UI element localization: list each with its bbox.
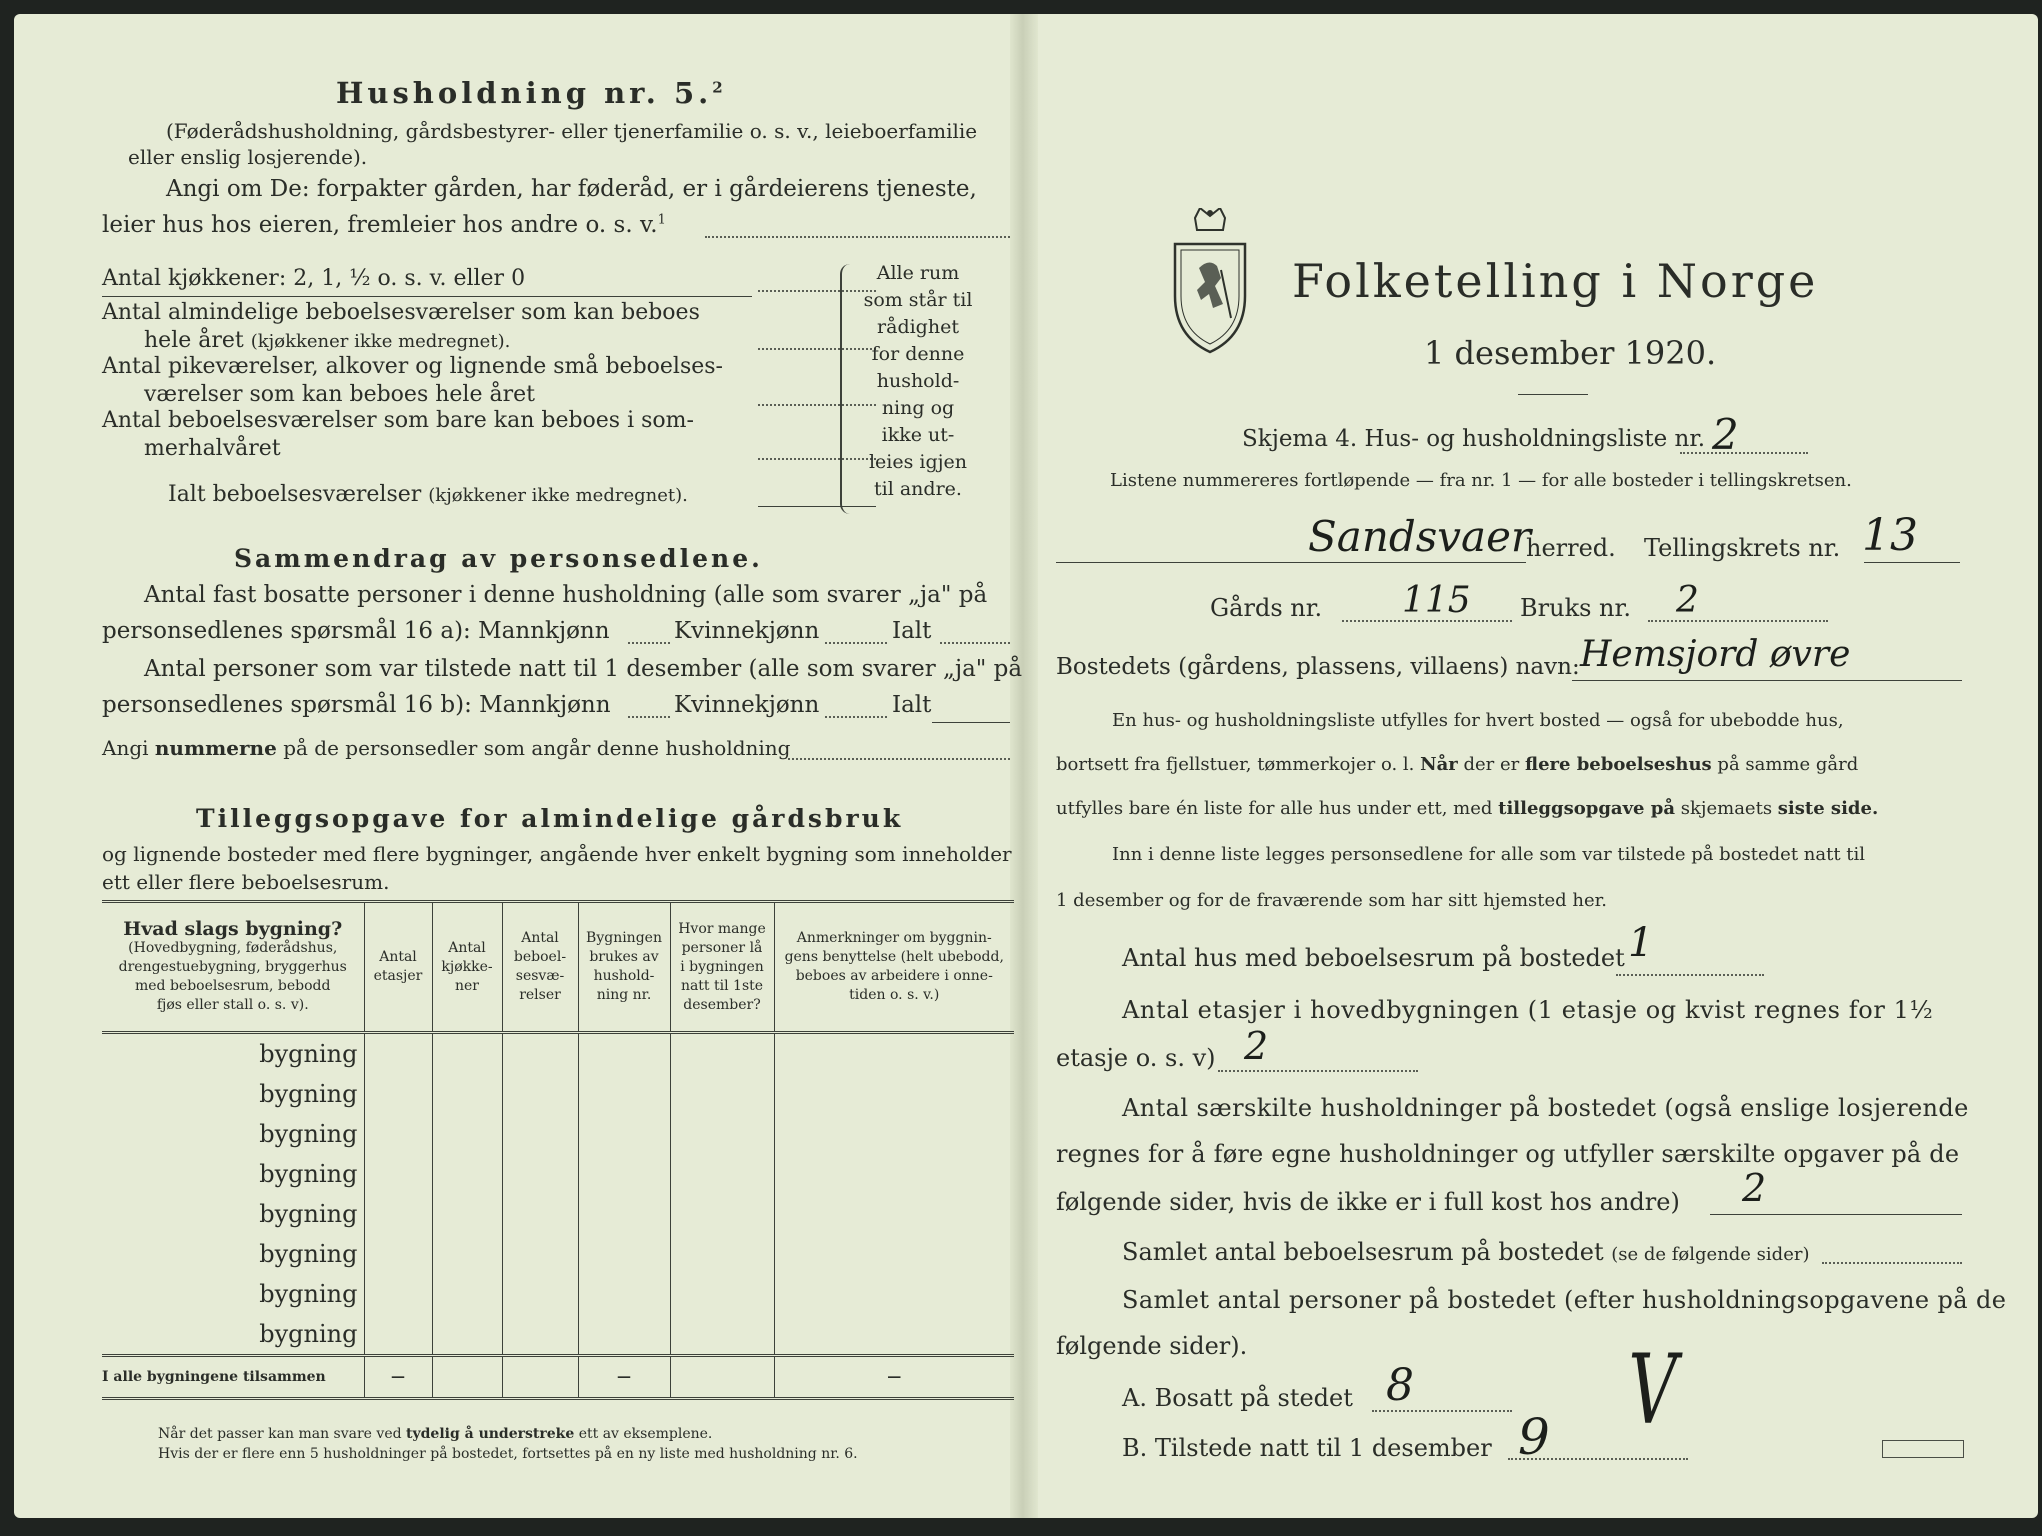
building-table xyxy=(102,900,1014,1400)
q-hush-label-3: følgende sider, hvis de ikke er i full kost hos andre) xyxy=(1056,1188,1680,1216)
col-kitchens: Antal kjøkke- ner xyxy=(432,902,502,1033)
printer-stamp xyxy=(1882,1440,1964,1458)
gards-label: Gårds nr. xyxy=(1210,594,1323,622)
household-title: Husholdning nr. 5.$^2$ xyxy=(336,76,727,110)
rooms-summer: Antal beboelsesværelser som bare kan beboes i som- xyxy=(102,408,694,433)
bosted-label: Bostedets (gårdens, plassens, villaens) navn: xyxy=(1056,654,1580,680)
b-line xyxy=(1508,1458,1688,1460)
bosted-line xyxy=(1572,680,1962,681)
check-mark: V xyxy=(1628,1334,1677,1446)
person-numbers-answer[interactable] xyxy=(788,758,1010,760)
census-date: 1 desember 1920. xyxy=(1424,334,1717,372)
supplement-text-2: ett eller flere beboelsesrum. xyxy=(102,870,390,894)
total-rooms-answer[interactable] xyxy=(758,506,876,507)
col-remarks: Anmerkninger om byggnin- gens benyttelse (helt ubebodd, beboes av arbeidere i onne- tiden o. s. v.) xyxy=(774,902,1014,1033)
q-hush-label-1: Antal særskilte husholdninger på bostedet (også enslige losjerende xyxy=(1122,1094,1969,1122)
present-female-answer[interactable] xyxy=(825,716,887,718)
question-line-2: leier hus hos eieren, fremleier hos andre o. s. v.$^1$ xyxy=(102,212,666,238)
rooms-total: Ialt beboelsesværelser (kjøkkener ikke medregnet). xyxy=(168,482,688,507)
brace-note: Alle rum som står til rådighet for denne hushold- ning og ikke ut- leies igjen til andre. xyxy=(863,262,973,500)
q-etasjer-label-2: etasje o. s. v) xyxy=(1056,1044,1216,1072)
question-line-1: Angi om De: forpakter gården, har føderåd, er i gårdeierens tjeneste, xyxy=(166,176,977,202)
a-line xyxy=(1372,1410,1512,1412)
table-row[interactable]: bygning xyxy=(102,1114,1014,1154)
fast-total-answer[interactable] xyxy=(940,642,1010,644)
bruks-label: Bruks nr. xyxy=(1520,594,1631,622)
instructions-line-4: Inn i denne liste legges personsedlene for alle som var tilstede på bostedet natt til xyxy=(1112,844,1866,865)
supplement-text-1: og lignende bosteder med flere bygninger, angående hver enkelt bygning som inneholder xyxy=(102,842,1012,866)
col-floors: Antal etasjer xyxy=(364,902,432,1033)
instructions-line-3: utfylles bare én liste for alle hus under ett, med tilleggsopgave på skjemaets siste side. xyxy=(1056,798,1879,819)
q-rum-label: Samlet antal beboelsesrum på bostedet (se de følgende sider) xyxy=(1122,1238,1810,1266)
building-rows xyxy=(102,1033,1014,1356)
table-row[interactable]: bygning xyxy=(102,1274,1014,1314)
q-hus-line xyxy=(1616,974,1764,976)
total-household-dash: — xyxy=(578,1356,670,1399)
q-etasjer-label-1: Antal etasjer i hovedbygningen (1 etasje og kvist regnes for 1½ xyxy=(1122,996,1934,1024)
b-value[interactable]: 9 xyxy=(1518,1408,1550,1466)
title-rule xyxy=(1518,394,1588,395)
herred-label: herred. xyxy=(1526,534,1616,562)
present-male-answer[interactable] xyxy=(628,716,670,718)
rooms-divider xyxy=(102,296,752,297)
right-page xyxy=(1048,14,2007,1518)
instructions-line-5: 1 desember og for de fraværende som har sitt hjemsted her. xyxy=(1056,890,1607,911)
table-total-row xyxy=(102,1356,1014,1399)
table-row[interactable]: bygning xyxy=(102,1074,1014,1114)
summary-line-2: personsedlenes spørsmål 16 a): Mannkjønn xyxy=(102,618,610,644)
gards-value[interactable]: 115 xyxy=(1402,580,1471,621)
instructions-line-1: En hus- og husholdningsliste utfylles for hvert bosted — også for ubebodde hus, xyxy=(1112,710,1844,731)
q-pers-label-2: følgende sider). xyxy=(1056,1332,1248,1360)
footnote-2: Hvis der er flere enn 5 husholdninger på bostedet, fortsettes på en ny liste med husholdning nr. 6. xyxy=(158,1446,858,1462)
rooms-summer-cont: merhalvåret xyxy=(144,436,281,461)
krets-line xyxy=(1864,562,1960,563)
bruks-value[interactable]: 2 xyxy=(1676,580,1699,621)
summary-line-4: personsedlenes spørsmål 16 b): Mannkjønn xyxy=(102,692,611,718)
summary-title: Sammendrag av personsedlene. xyxy=(234,544,763,573)
rooms-kitchens: Antal kjøkkener: 2, 1, ½ o. s. v. eller 0 xyxy=(102,266,526,291)
fast-female-label: Kvinnekjønn xyxy=(674,618,820,644)
col-building-type: Hvad slags bygning? (Hovedbygning, føderådshus, drengestuebygning, bryggerhus med beboelsesrum, bebodd fjøs eller stall o. s. v). xyxy=(118,917,347,1013)
total-label: I alle bygningene tilsammen xyxy=(102,1369,326,1385)
table-row[interactable]: bygning xyxy=(102,1154,1014,1194)
household-intro: (Føderådshusholdning, gårdsbestyrer- eller tjenerfamilie o. s. v., leieboerfamilie eller enslig losjerende). xyxy=(128,119,978,169)
q-etasjer-value[interactable]: 2 xyxy=(1244,1024,1269,1068)
schema-line xyxy=(1680,452,1808,454)
summary-line-5: Angi nummerne på de personsedler som angår denne husholdning xyxy=(102,736,791,760)
fast-female-answer[interactable] xyxy=(825,642,887,644)
a-label: A. Bosatt på stedet xyxy=(1122,1384,1353,1412)
schema-label: Skjema 4. Hus- og husholdningsliste nr. xyxy=(1242,426,1706,452)
rooms-whole-year: hele året (kjøkkener ikke medregnet). xyxy=(144,328,511,353)
herred-line xyxy=(1056,562,1526,563)
rooms-small: Antal pikeværelser, alkover og lignende små beboelses- xyxy=(102,354,723,379)
bosted-value[interactable]: Hemsjord øvre xyxy=(1580,634,1851,675)
table-row[interactable]: bygning xyxy=(102,1314,1014,1356)
total-floors-dash: — xyxy=(364,1356,432,1399)
fast-male-answer[interactable] xyxy=(628,642,670,644)
q-hus-label: Antal hus med beboelsesrum på bostedet xyxy=(1122,944,1625,972)
col-household: Bygningen brukes av hushold- ning nr. xyxy=(578,902,670,1033)
gards-line xyxy=(1342,620,1512,622)
rooms-ordinary: Antal almindelige beboelsesværelser som kan beboes xyxy=(102,300,700,325)
q-pers-label-1: Samlet antal personer på bostedet (efter husholdningsopgavene på de xyxy=(1122,1286,2007,1314)
q-etasjer-line xyxy=(1218,1070,1418,1072)
col-persons: Hvor mange personer lå i bygningen natt til 1ste desember? xyxy=(670,902,774,1033)
bruks-line xyxy=(1648,620,1828,622)
rooms-small-cont: værelser som kan beboes hele året xyxy=(144,382,535,407)
census-title: Folketelling i Norge xyxy=(1292,254,1819,308)
question-answer-line[interactable] xyxy=(705,236,1010,238)
summary-line-1: Antal fast bosatte personer i denne husholdning (alle som svarer „ja" på xyxy=(144,582,988,608)
footnote-1: Når det passer kan man svare ved tydelig å understreke ett av eksemplene. xyxy=(158,1426,713,1442)
q-hush-label-2: regnes for å føre egne husholdninger og utfyller særskilte opgaver på de xyxy=(1056,1140,1960,1168)
q-hush-line xyxy=(1710,1214,1962,1215)
b-label: B. Tilstede natt til 1 desember xyxy=(1122,1434,1492,1462)
herred-value[interactable]: Sandsvaer xyxy=(1308,512,1532,561)
fast-total-label: Ialt xyxy=(892,618,932,644)
present-female-label: Kvinnekjønn xyxy=(674,692,820,718)
total-remarks-dash: — xyxy=(774,1356,1014,1399)
krets-value[interactable]: 13 xyxy=(1862,510,1918,561)
supplement-title: Tilleggsopgave for almindelige gårdsbruk xyxy=(196,804,904,833)
present-total-answer[interactable] xyxy=(932,722,1010,723)
page-fold xyxy=(1010,14,1038,1518)
q-hush-value[interactable]: 2 xyxy=(1742,1166,1767,1210)
instructions-line-2: bortsett fra fjellstuer, tømmerkojer o. l. Når der er flere beboelseshus på samme gård xyxy=(1056,754,1859,775)
q-rum-line[interactable] xyxy=(1822,1262,1962,1264)
col-rooms: Antal beboel- sesvæ- relser xyxy=(502,902,578,1033)
a-value[interactable]: 8 xyxy=(1386,1360,1414,1411)
numbering-note: Listene nummereres fortløpende — fra nr. 1 — for alle bosteder i tellingskretsen. xyxy=(1110,470,1852,491)
q-hus-value[interactable]: 1 xyxy=(1628,920,1654,966)
left-page xyxy=(40,14,1023,1518)
krets-label: Tellingskrets nr. xyxy=(1644,534,1841,562)
table-row[interactable]: bygning xyxy=(102,1194,1014,1234)
coat-of-arms-icon xyxy=(1165,208,1255,358)
schema-value[interactable]: 2 xyxy=(1712,410,1739,459)
present-total-label: Ialt xyxy=(892,692,932,718)
summary-line-3: Antal personer som var tilstede natt til 1 desember (alle som svarer „ja" på xyxy=(144,656,1023,682)
table-row[interactable]: bygning xyxy=(102,1234,1014,1274)
table-row[interactable]: bygning xyxy=(102,1033,1014,1075)
